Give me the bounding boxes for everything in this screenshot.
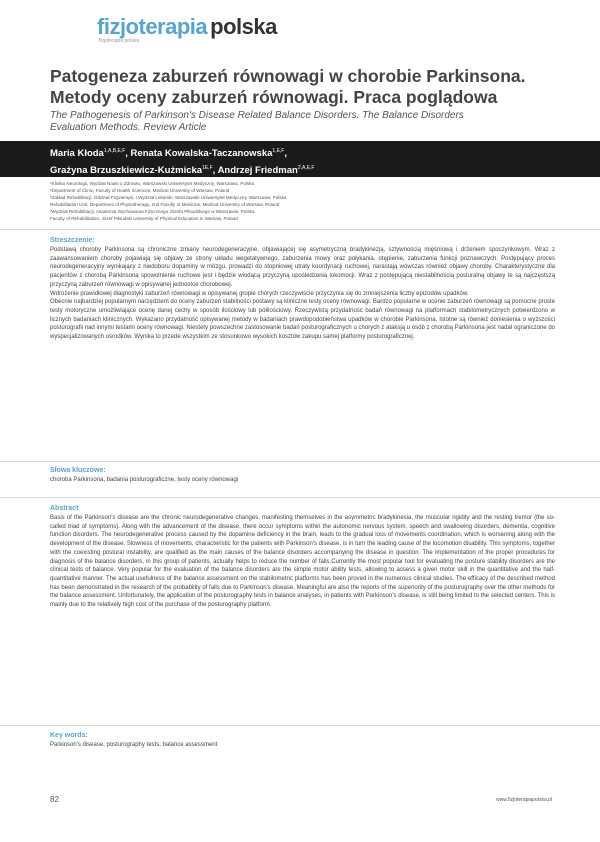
streszczenie-body xyxy=(50,246,555,342)
article-title-en xyxy=(50,110,570,134)
streszczenie-paragraph: Wdrożenie prawidłowej diagnostyki zaburzeń równowagi w opisywanej grupie chorych rzeczywiście przyczynia się do zmniejszenia liczby epizodów upadków. xyxy=(50,290,469,297)
author-name: Grażyna Brzuszkiewicz-Kuźmicka xyxy=(50,165,203,177)
streszczenie-section xyxy=(50,236,555,342)
affiliation-line: Rehabilitation Unit, Department of Physiotherapy, 2nd Faculty of Medicine, Medical University of Warsaw, Poland xyxy=(50,202,280,207)
affiliation-line: ²Zakład Rehabilitacji, Oddział Fizjoterapii, I Wydział Lekarski, Warszawski Uniwersytet Medyczny, Warszawa, Polska xyxy=(50,195,287,200)
logo-tagline: fizjoterapia polska xyxy=(99,38,140,44)
title-pl-line-1: Patogeneza zaburzeń równowagi w chorobie Parkinsona. xyxy=(50,66,526,86)
authors-line-1: Maria Kłoda$^{1,A,B,E,F}$, Renata Kowalska-Taczanowska$^{1,E,F}$, xyxy=(50,148,287,160)
keywords-text: Parkinson's disease, posturography tests, balance assessment xyxy=(50,742,218,748)
abstract-body: Basis of the Parkinson's disease are the chronic neurodegenerative changes, manifesting themselves in the asymmetric bradykinesia, the muscular rigidity and the resting tremor (the so-called triad of symptoms). Along with the advancement of the disease, there occur symptoms within the autonomic nervous system, speech and swallowing disorders, dementia, cognitive function disorders. The neurodegenerative process caused by the dopamine deficiency in the brain, leads to the gradual loss of movements coordination, which is worsening along with the development of the disease. Slowness of movements, characteristic for the patients with Parkinson's disease, is in turn the leading cause of the locomotion disability. This symptoms, together with the coexisting postural instability, are qualified as the main causes of the balance disorders accompanying the disease in question. The implementation of the proper procedures for diagnosis of the balance disorders, in this group of patients, actually helps to reduce the number of falls.Currently the most popular tool for evaluating the posture stability disorders are the clinical tests of balance. Very popular for the evaluation of the balance disorders are the simple motor ability tests, allowing to assess a given motor skill in the quantitative and the half-quantitative manner. The actual usefulness of the balance assessment on the stabilometric platforms has been proved in the numerous clinical studies. The efficacy of the described method has been demonstrated in the research of the probability of falls due to Parkinson's disease. Meaningful are also the reports of the superiority of the posturography over the other methods for the balance assessment. Unfortunately, the application of the posturography tests in balance analyses, in patients with Parkinson's disease, is still being limited to the selected centers. This is mainly due to the relatively high cost of the purchase of the posturography platform. xyxy=(50,515,555,609)
logo-polska: polska xyxy=(210,14,277,39)
logo-fizjoterapia: fizjoterapia xyxy=(97,14,208,39)
title-en-line-2: Evaluation Methods. Review Article xyxy=(50,122,207,133)
title-en-line-1: The Pathogenesis of Parkinson's Disease Related Balance Disorders. The Balance Disorders xyxy=(50,110,464,121)
article-title-pl xyxy=(50,66,570,108)
author-name: Andrzej Friedman xyxy=(217,165,298,177)
abstract-heading: Abstract xyxy=(50,505,79,512)
affiliations xyxy=(50,180,450,222)
streszczenie-paragraph: Obecnie najbardziej popularnym narzędziem do oceny zaburzeń stabilności postawy są kliniczne testy oceny równowagi. Bardzo popularne w ocenie zaburzeń równowagi są pomocne proste testy motoryczne umożliwiające ocenę danej cechy w sposób ilościowy lub półilościowy. Rzeczywistą przydatność badań równowagi na platformach stabilometrycznych potwierdzono w licznych badaniach klinicznych. Wykazano przydatność opisywanej metody w badaniach prawdopodobieństwa upadków w chorobie Parkinsona. Istotne są również doniesienia o wyższości posturografii nad innymi testami oceny równowagi. Niestety powszechne zastosowanie badań posturograficznych u chorych z ataksją u osób z chorobą Parkinsona jest nadal ograniczone do wyspecjalizowanych ośrodków. Wynika to przede wszystkim ze stosunkowo wysokich kosztów zakupu samej platformy posturograficznej. xyxy=(50,299,555,341)
slowa-kluczowe-section xyxy=(50,466,555,485)
author-list xyxy=(50,144,580,178)
abstract-section xyxy=(50,504,555,610)
slowa-kluczowe-heading: Słowa kluczowe: xyxy=(50,467,106,474)
affiliation-line: Faculty of Rehabilitation, Józef Piłsudski University of Physical Education in Warsaw, Poland xyxy=(50,216,238,221)
author-name: Maria Kłoda xyxy=(50,148,104,160)
streszczenie-heading: Streszczenie: xyxy=(50,237,95,244)
author-affil: 1,A,B,E,F xyxy=(103,148,126,154)
divider xyxy=(0,725,600,726)
affiliation-line: ¹Department of Clinic, Faculty of Health Sciences, Medical University of Warsaw, Poland xyxy=(50,188,230,193)
journal-logo xyxy=(97,16,277,44)
divider xyxy=(0,497,600,498)
streszczenie-paragraph: Podstawą choroby Parkinsona są chroniczne zmiany neurodegeneracyjne, objawiającej się asymetryczną bradykinezją, sztywnością mięśniową i drżeniem spoczynkowym. Wraz z zaawansowaniem choroby pojawiają się objawy ze strony układu wegetatywnego, zaburzenia mowy oraz połykania, otępienie, zaburzenia funkcji poznawczych. Postępujący proces neurodegeneracyjny wynikający z niedoboru dopaminy w mózgu, prowadzi do stopniowej utraty koordynacji ruchowej, narastają wówczas również objawy choroby. Charakterystyczne dla pacjentów z chorobą Parkinsona spowolnienie ruchowe jest i będzie wiodącą przyczyną upośledzenia lokomocji. Wraz z postępującą niestabilnością posturalną objawy te są najczęstszą przyczyną zaburzeń równowagi w opisywanej jednostce chorobowej. xyxy=(50,247,555,288)
author-affil: 2,A,E,F xyxy=(297,165,315,172)
divider xyxy=(0,461,600,462)
divider xyxy=(0,229,600,230)
title-block xyxy=(50,66,570,134)
author-affil: 1E,F xyxy=(202,165,213,172)
title-pl-line-2: Metody oceny zaburzeń równowagi. Praca poglądowa xyxy=(50,87,498,107)
affiliation-line: ¹Klinika Neurologii, Wydział Nauki o Zdrowiu, Warszawski Uniwersytet Medyczny, Warszawa, Polska xyxy=(50,181,255,186)
keywords-section xyxy=(50,731,555,750)
author-affil: 1,E,F xyxy=(272,148,285,154)
authors-bar xyxy=(0,141,600,177)
affiliation-line: ³Wydział Rehabilitacji, Akademia Wychowania Fizycznego Józefa Piłsudskiego w Warszawie, Polska xyxy=(50,209,255,214)
keywords-heading: Key words: xyxy=(50,732,88,739)
author-name: Renata Kowalska-Taczanowska xyxy=(130,148,273,160)
page-number: 82 xyxy=(50,795,59,804)
footer-url[interactable]: www.fizjoterapiapolska.pl xyxy=(496,797,552,803)
authors-line-2: Grażyna Brzuszkiewicz-Kuźmicka$^{1E,F}$, Andrzej Friedman$^{2,A,E,F}$ xyxy=(50,165,315,177)
slowa-kluczowe-text: choroba Parkinsona, badania posturograficzne, testy oceny równowagi xyxy=(50,477,239,483)
